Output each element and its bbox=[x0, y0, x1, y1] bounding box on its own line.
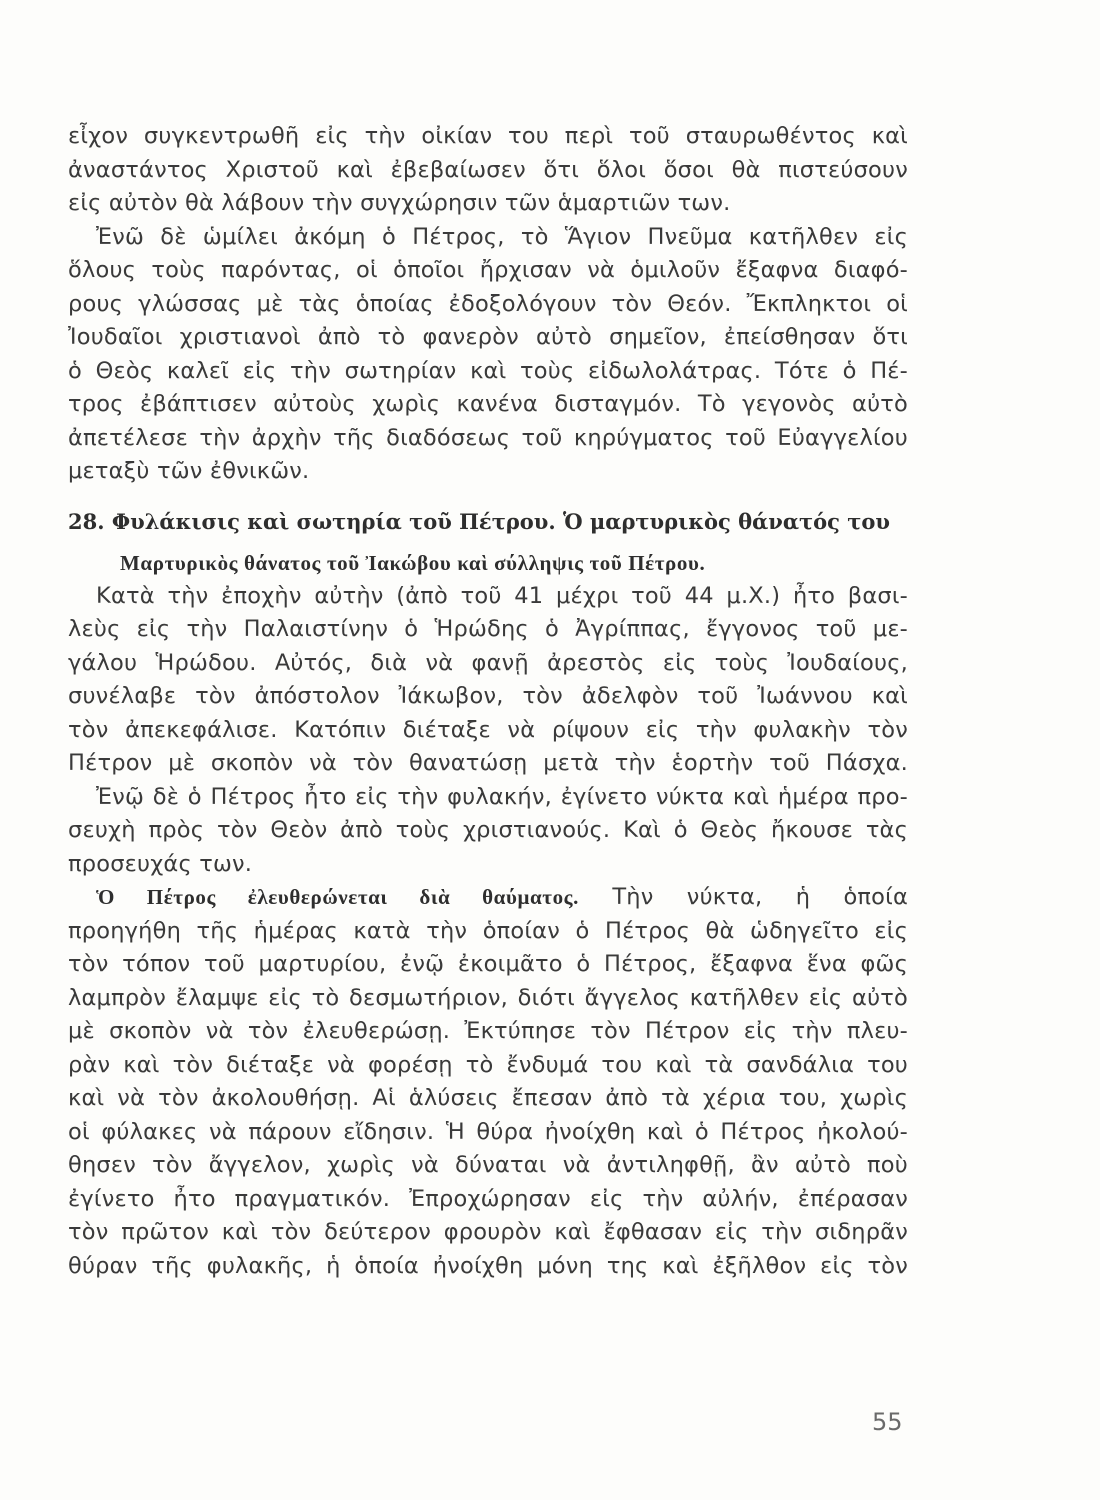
text-line: προσευχάς των. bbox=[68, 850, 253, 877]
text-line: Κατὰ τὴν ἐποχὴν αὐτὴν (ἀπὸ τοῦ 41 μέχρι τοῦ 44 μ.Χ.) ἦτο βασι- bbox=[96, 582, 908, 609]
text-line: γάλου Ἡρώδου. Αὐτός, διὰ νὰ φανῇ ἀρεστὸς εἰς τοὺς Ἰουδαίους, bbox=[68, 649, 908, 676]
text-line: μεταξὺ τῶν ἐθνικῶν. bbox=[68, 458, 310, 484]
text-line: οἱ φύλακες νὰ πάρουν εἴδησιν. Ἡ θύρα ἠνοίχθη καὶ ὁ Πέτρος ἠκολού- bbox=[68, 1118, 908, 1145]
text-fragment: Τὴν νύκτα, ἡ ὁποία bbox=[579, 884, 908, 910]
subheading-line bbox=[68, 546, 908, 580]
text-line: Ἰουδαῖοι χριστιανοὶ ἀπὸ τὸ φανερὸν αὐτὸ σημεῖον, ἐπείσθησαν ὅτι bbox=[68, 324, 908, 350]
text-line: τὸν ἀπεκεφάλισε. Κατόπιν διέταξε νὰ ρίψουν εἰς τὴν φυλακὴν τὸν bbox=[68, 716, 908, 743]
text-line: καὶ νὰ τὸν ἀκολουθήσῃ. Αἱ ἁλύσεις ἔπεσαν ἀπὸ τὰ χέρια του, χωρὶς bbox=[68, 1085, 908, 1111]
text-line: εἶχον συγκεντρωθῆ εἰς τὴν οἰκίαν του περὶ τοῦ σταυρωθέντος καὶ bbox=[68, 123, 908, 149]
text-line: ἀναστάντος Χριστοῦ καὶ ἐβεβαίωσεν ὅτι ὅλοι ὅσοι θὰ πιστεύσουν bbox=[68, 156, 908, 183]
text-line: Πέτρον μὲ σκοπὸν νὰ τὸν θανατώσῃ μετὰ τὴν ἑορτὴν τοῦ Πάσχα. bbox=[68, 750, 908, 776]
text-line: προηγήθη τῆς ἡμέρας κατὰ τὴν ὁποίαν ὁ Πέτρος θὰ ὡδηγεῖτο εἰς bbox=[68, 917, 908, 944]
text-line: θύραν τῆς φυλακῆς, ἡ ὁποία ἠνοίχθη μόνη της καὶ ἐξῆλθον εἰς τὸν bbox=[68, 1252, 908, 1279]
text-line: Ἐνῶ δὲ ὡμίλει ἀκόμη ὁ Πέτρος, τὸ Ἅγιον Πνεῦμα κατῆλθεν εἰς bbox=[96, 223, 908, 250]
text-line: τρος ἐβάπτισεν αὐτοὺς χωρὶς κανένα δισταγμόν. Τὸ γεγονὸς αὐτὸ bbox=[68, 391, 908, 417]
subheading-arrest: Μαρτυρικὸς θάνατος τοῦ Ἰακώβου καὶ σύλληψις τοῦ Πέτρου. bbox=[120, 550, 706, 575]
section-title: 28. Φυλάκισις καὶ σωτηρία τοῦ Πέτρου. Ὁ μαρτυρικὸς θάνατός του bbox=[68, 508, 890, 534]
text-line: μὲ σκοπὸν νὰ τὸν ἐλευθερώσῃ. Ἐκτύπησε τὸν Πέτρον εἰς τὴν πλευ- bbox=[68, 1018, 908, 1044]
text-line: ὁ Θεὸς καλεῖ εἰς τὴν σωτηρίαν καὶ τοὺς εἰδωλολάτρας. Τότε ὁ Πέ- bbox=[68, 357, 908, 384]
text-line: σευχὴ πρὸς τὸν Θεὸν ἀπὸ τοὺς χριστιανούς. Καὶ ὁ Θεὸς ἤκουσε τὰς bbox=[68, 817, 908, 843]
page-number: 55 bbox=[872, 1408, 903, 1436]
text-line: τὸν τόπον τοῦ μαρτυρίου, ἐνῷ ἐκοιμᾶτο ὁ Πέτρος, ἔξαφνα ἕνα φῶς bbox=[68, 951, 908, 977]
book-page bbox=[68, 120, 908, 1283]
text-line: συνέλαβε τὸν ἀπόστολον Ἰάκωβον, τὸν ἀδελφὸν τοῦ Ἰωάννου καὶ bbox=[68, 683, 908, 709]
text-line: ὅλους τοὺς παρόντας, οἱ ὁποῖοι ἤρχισαν νὰ ὁμιλοῦν ἔξαφνα διαφό- bbox=[68, 257, 908, 283]
text-line: ἐγίνετο ἦτο πραγματικόν. Ἐπροχώρησαν εἰς τὴν αὐλήν, ἐπέρασαν bbox=[68, 1185, 908, 1212]
text-line bbox=[68, 881, 908, 915]
text-line: ρους γλώσσας μὲ τὰς ὁποίας ἐδοξολόγουν τὸν Θεόν. Ἔκπληκτοι οἱ bbox=[68, 290, 908, 317]
text-line: Ἐνῷ δὲ ὁ Πέτρος ἦτο εἰς τὴν φυλακήν, ἐγίνετο νύκτα καὶ ἡμέρα προ- bbox=[96, 783, 908, 810]
text-line: λαμπρὸν ἔλαμψε εἰς τὸ δεσμωτήριον, διότι ἄγγελος κατῆλθεν εἰς αὐτὸ bbox=[68, 984, 908, 1011]
text-line: εἰς αὐτὸν θὰ λάβουν τὴν συγχώρησιν τῶν ἁμαρτιῶν των. bbox=[68, 190, 731, 216]
subheading-miracle: Ὁ Πέτρος ἐλευθερώνεται διὰ θαύματος. bbox=[96, 885, 579, 909]
text-line: λεὺς εἰς τὴν Παλαιστίνην ὁ Ἡρώδης ὁ Ἀγρίππας, ἔγγονος τοῦ με- bbox=[68, 616, 908, 642]
text-line: τὸν πρῶτον καὶ τὸν δεύτερον φρουρὸν καὶ ἔφθασαν εἰς τὴν σιδηρᾶν bbox=[68, 1219, 908, 1245]
text-line: ρὰν καὶ τὸν διέταξε νὰ φορέσῃ τὸ ἔνδυμά του καὶ τὰ σανδάλια του bbox=[68, 1051, 908, 1078]
text-line: ἀπετέλεσε τὴν ἀρχὴν τῆς διαδόσεως τοῦ κηρύγματος τοῦ Εὐαγγελίου bbox=[68, 424, 908, 451]
text-line: θησεν τὸν ἄγγελον, χωρὶς νὰ δύναται νὰ ἀντιληφθῇ, ἂν αὐτὸ ποὺ bbox=[68, 1152, 908, 1178]
